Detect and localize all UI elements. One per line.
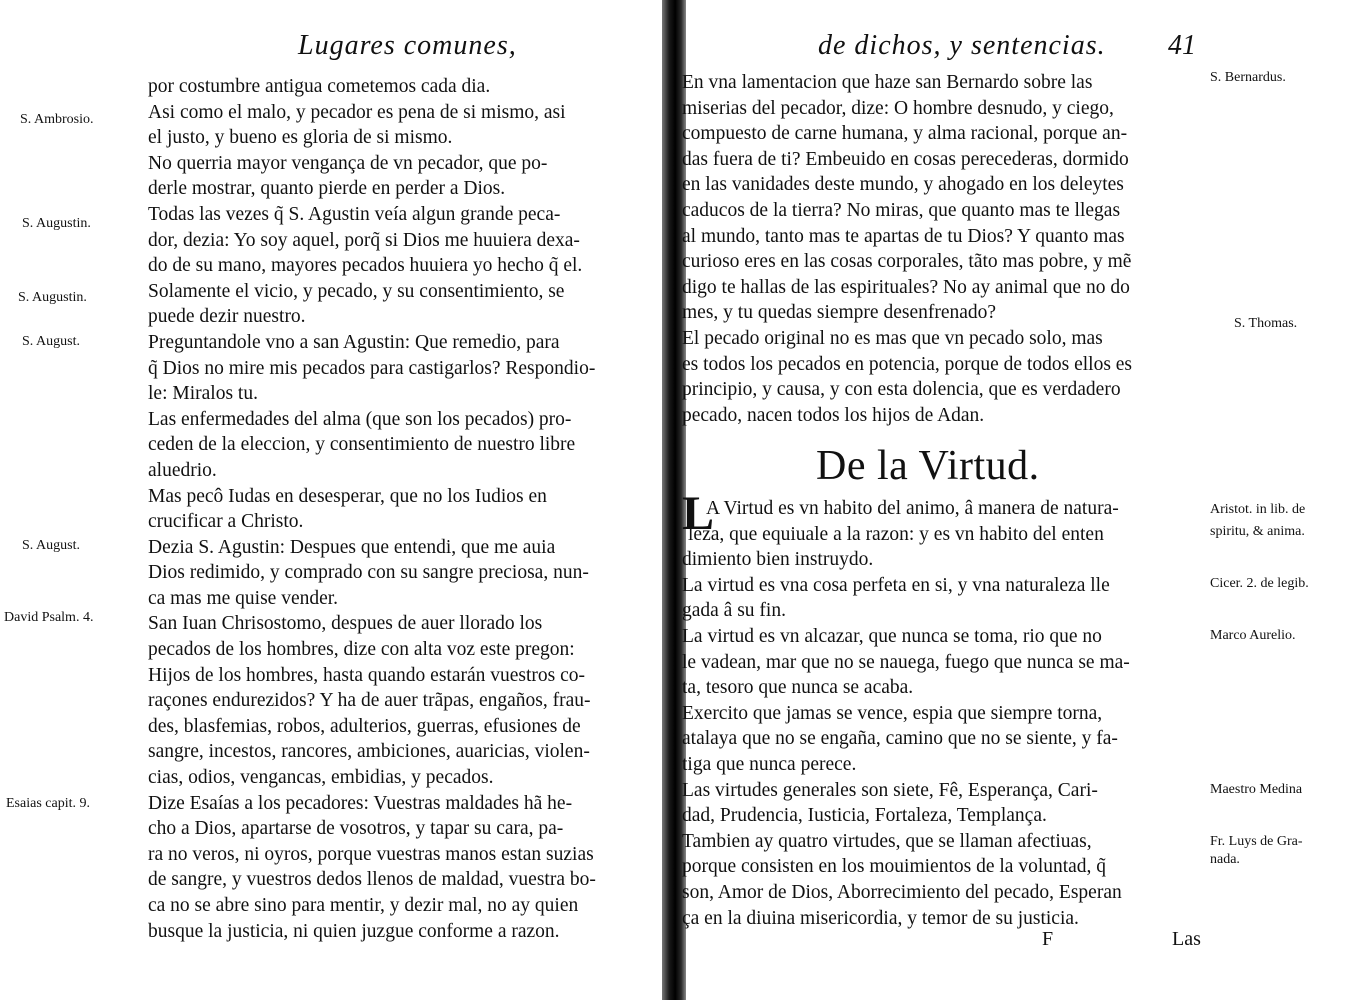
- text-line: La virtud es vna cosa perfeta en si, y vna naturaleza lle: [682, 574, 1110, 596]
- margin-note: S. Augustin.: [18, 290, 87, 305]
- text-line: curioso eres en las cosas corporales, tãto mas pobre, y mẽ: [682, 251, 1132, 273]
- text-line: A Virtud es vn habito del animo, â manera de natura-: [706, 498, 1119, 519]
- margin-note: S. August.: [22, 334, 80, 349]
- margin-note: S. Augustin.: [22, 216, 91, 231]
- margin-note: S. Bernardus.: [1210, 70, 1286, 85]
- text-line: En vna lamentacion que haze san Bernardo sobre las: [682, 72, 1093, 93]
- text-line: aluedrio.: [148, 459, 217, 481]
- text-line: el justo, y bueno es gloria de si mismo.: [148, 127, 453, 149]
- text-line: ca no se abre sino para mentir, y dezir mal, no ay quien: [148, 895, 579, 916]
- text-line: Dios redimido, y comprado con su sangre preciosa, nun-: [148, 562, 589, 584]
- text-line: en las vanidades deste mundo, y ahogado en los deleytes: [682, 174, 1124, 196]
- text-line: pecado, nacen todos los hijos de Adan.: [682, 404, 985, 426]
- drop-cap: L: [682, 487, 715, 540]
- signature-mark: F: [1042, 928, 1054, 950]
- margin-note: Maestro Medina: [1210, 782, 1303, 797]
- text-line: q̃ Dios no mire mis pecados para castigarlos? Respondio-: [148, 357, 596, 379]
- margin-note: S. August.: [22, 538, 80, 553]
- text-line: Dezia S. Agustin: Despues que entendi, que me auia: [148, 536, 556, 558]
- text-line: al mundo, tanto mas te apartas de tu Dios? Y quanto mas: [682, 225, 1125, 247]
- text-line: das fuera de ti? Embeuido en cosas perecederas, dormido: [682, 148, 1129, 170]
- text-line: de sangre, y vuestros dedos llenos de maldad, vuestra bo-: [148, 869, 596, 891]
- margin-note: David Psalm. 4.: [4, 610, 94, 625]
- text-line: Exercito que jamas se vence, espia que siempre torna,: [682, 702, 1103, 724]
- text-line: dor, dezia: Yo soy aquel, porq̃ si Dios me huuiera dexa-: [148, 229, 580, 251]
- text-line: porque consisten en los mouimientos de la voluntad, q̃: [682, 856, 1107, 878]
- right-body-text-top: [682, 70, 1204, 428]
- text-line: tiga que nunca perece.: [682, 753, 857, 775]
- left-page: [0, 0, 668, 1000]
- text-line: No querria mayor vengança de vn pecador, que po-: [148, 152, 548, 174]
- text-line: cho a Dios, apartarse de vosotros, y tapar su cara, pa-: [148, 818, 564, 840]
- text-line: Solamente el vicio, y pecado, y su consentimiento, se: [148, 280, 565, 302]
- text-line: Mas pecô Iudas en desesperar, que no los Iudios en: [148, 485, 547, 507]
- margin-note: Marco Aurelio.: [1210, 628, 1296, 643]
- text-line: Asi como el malo, y pecador es pena de si mismo, asi: [148, 101, 566, 123]
- margin-note: spiritu, & anima.: [1210, 524, 1305, 539]
- text-line: sangre, incestos, rancores, ambiciones, auaricias, violen-: [148, 741, 590, 763]
- text-line: por costumbre antigua cometemos cada dia.: [148, 76, 491, 97]
- text-line: San Iuan Chrisostomo, despues de auer llorado los: [148, 613, 543, 635]
- text-line: leza, que equiuale a la razon: y es vn habito del enten: [688, 523, 1104, 545]
- text-line: principio, y causa, y con esta dolencia, que es verdadero: [682, 379, 1121, 401]
- text-line: le: Miralos tu.: [148, 383, 258, 405]
- text-line: busque la justicia, ni quien juzgue conforme a razon.: [148, 920, 560, 942]
- section-title: De la Virtud.: [816, 443, 1040, 489]
- text-line: le vadean, mar que no se nauega, fuego que nunca se ma-: [682, 651, 1130, 673]
- margin-note: Aristot. in lib. de: [1210, 502, 1306, 517]
- text-line: ta, tesoro que nunca se acaba.: [682, 677, 914, 699]
- left-running-head: Lugares comunes,: [298, 30, 517, 61]
- page-number: 41: [1168, 30, 1196, 61]
- text-line: ça en la diuina misericordia, y temor de su justicia.: [682, 907, 1079, 929]
- catchword: Las: [1172, 928, 1201, 950]
- text-line: des, blasfemias, robos, adulterios, guerras, efusiones de: [148, 715, 581, 737]
- right-page: [682, 0, 1356, 1000]
- margin-note: nada.: [1210, 852, 1240, 867]
- text-line: es todos los pecados en potencia, porque de todos ellos es: [682, 353, 1133, 375]
- text-line: Hijos de los hombres, hasta quando estarán vuestros co-: [148, 664, 586, 686]
- text-line: cias, odios, vengancas, embidias, y pecados.: [148, 767, 494, 789]
- text-line: ceden de la eleccion, y consentimiento de nuestro libre: [148, 434, 576, 456]
- text-line: do de su mano, mayores pecados huuiera yo hecho q̃ el.: [148, 255, 583, 277]
- text-line: La virtud es vn alcazar, que nunca se toma, rio que no: [682, 625, 1102, 647]
- margin-note: S. Ambrosio.: [20, 112, 94, 127]
- text-line: crucificar a Christo.: [148, 511, 304, 533]
- text-line: son, Amor de Dios, Aborrecimiento del pecado, Esperan: [682, 881, 1122, 903]
- text-line: derle mostrar, quanto pierde en perder a Dios.: [148, 178, 506, 200]
- text-line: Las virtudes generales son siete, Fê, Esperança, Cari-: [682, 779, 1098, 801]
- text-line: Dize Esaías a los pecadores: Vuestras maldades hã he-: [148, 792, 573, 814]
- margin-note: Esaias capit. 9.: [6, 796, 90, 811]
- text-line: ca mas me quise vender.: [148, 587, 339, 609]
- left-body-text: [148, 74, 668, 944]
- text-line: mes, y tu quedas siempre desenfrenado?: [682, 302, 997, 324]
- margin-note: S. Thomas.: [1234, 316, 1298, 331]
- text-line: puede dezir nuestro.: [148, 306, 306, 328]
- margin-note: Cicer. 2. de legib.: [1210, 576, 1309, 591]
- text-line: pecados de los hombres, dize con alta voz este pregon:: [148, 639, 575, 661]
- text-line: Tambien ay quatro virtudes, que se llaman afectiuas,: [682, 830, 1092, 852]
- text-line: atalaya que no se engaña, camino que no se siente, y fa-: [682, 728, 1118, 750]
- text-line: gada â su fin.: [682, 600, 786, 622]
- text-line: digo te hallas de las espirituales? No ay animal que no do: [682, 276, 1130, 298]
- text-line: miserias del pecador, dize: O hombre desnudo, y ciego,: [682, 97, 1114, 119]
- text-line: raçones endurezidos? Y ha de auer trãpas, engaños, frau-: [148, 690, 591, 712]
- text-line: dad, Prudencia, Iusticia, Fortaleza, Templança.: [682, 805, 1047, 827]
- text-line: Las enfermedades del alma (que son los pecados) pro-: [148, 408, 572, 430]
- text-line: ra no veros, ni oyros, porque vuestras manos estan suzias: [148, 843, 594, 865]
- text-line: Preguntandole vno a san Agustin: Que remedio, para: [148, 331, 560, 353]
- text-line: Todas las vezes q̃ S. Agustin veía algun grande peca-: [148, 203, 561, 225]
- text-line: compuesto de carne humana, y alma racional, porque an-: [682, 123, 1128, 145]
- text-line: El pecado original no es mas que vn pecado solo, mas: [682, 327, 1103, 349]
- right-running-head: de dichos, y sentencias.: [818, 30, 1106, 61]
- text-line: dimiento bien instruydo.: [682, 549, 874, 571]
- right-body-text-bottom: [682, 496, 1204, 931]
- margin-note: Fr. Luys de Gra-: [1210, 834, 1303, 849]
- text-line: caducos de la tierra? No miras, que quanto mas te llegas: [682, 199, 1121, 221]
